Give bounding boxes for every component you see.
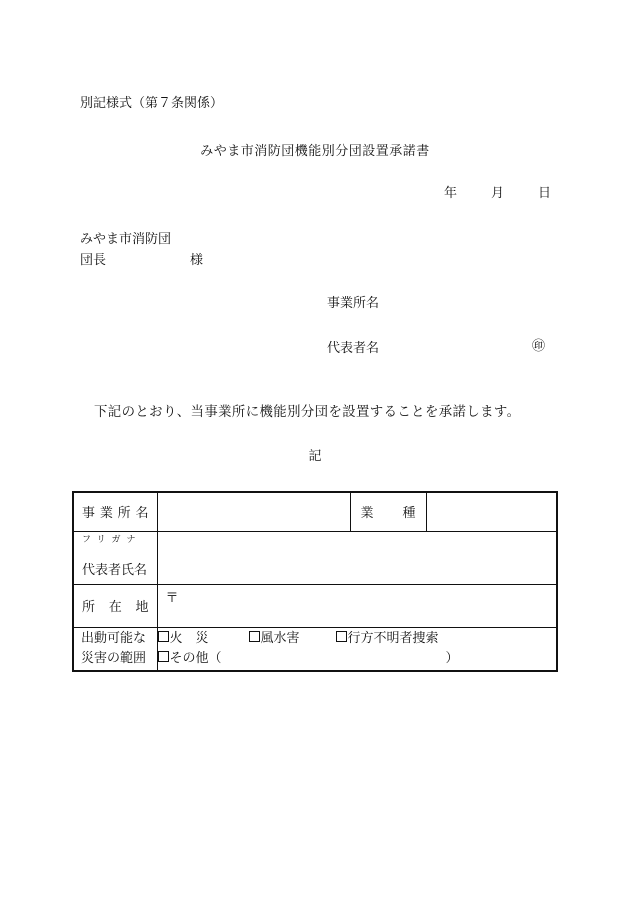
addressee-chief <box>80 254 203 267</box>
wind-flood-checkbox[interactable] <box>249 631 260 642</box>
disaster-label-line2: 災害の範囲 <box>81 650 147 666</box>
applicant-representative-label: 代表者名 <box>327 341 380 356</box>
table-row-office <box>73 492 557 531</box>
postal-mark: 〒 <box>165 591 179 606</box>
furigana-label: フリガナ <box>82 534 142 545</box>
representative-name-field[interactable] <box>157 531 557 584</box>
consent-form-table <box>72 491 558 672</box>
disaster-options-cell <box>157 627 557 671</box>
office-name-label-cell <box>73 492 157 531</box>
date-line <box>444 187 551 200</box>
option-other[interactable] <box>158 649 222 669</box>
address-label: 所在地 <box>82 600 149 615</box>
consent-statement: 下記のとおり、当事業所に機能別分団を設置することを承諾します。 <box>94 405 521 420</box>
address-field[interactable] <box>157 584 557 627</box>
industry-field[interactable] <box>426 492 557 531</box>
document-title: みやま市消防団機能別分団設置承諾書 <box>200 144 430 159</box>
missing-search-checkbox[interactable] <box>336 631 347 642</box>
option-fire[interactable] <box>158 629 249 649</box>
ki-heading: 記 <box>308 449 322 464</box>
addressee-organization: みやま市消防団 <box>80 232 172 247</box>
other-close-paren: ） <box>445 650 459 666</box>
option-missing-search-label: 行方不明者捜索 <box>347 630 439 646</box>
representative-label-cell <box>73 531 157 584</box>
other-checkbox[interactable] <box>158 651 169 662</box>
industry-label: 業 種 <box>360 506 416 522</box>
disaster-label-line1: 出動可能な <box>81 630 147 646</box>
representative-name-label: 代表者氏名 <box>82 562 148 578</box>
date-month-label: 月 <box>491 186 505 201</box>
table-row-address <box>73 584 557 627</box>
option-fire-label: 火 災 <box>169 630 209 646</box>
seal-mark: ㊞ <box>532 339 546 354</box>
table-row-representative <box>73 531 557 584</box>
addressee-chief-title: 団長 <box>80 253 107 268</box>
option-other-label: その他（ <box>169 650 222 666</box>
address-label-cell <box>73 584 157 627</box>
date-year-label: 年 <box>444 186 458 201</box>
applicant-office-label: 事業所名 <box>327 296 380 311</box>
fire-checkbox[interactable] <box>158 631 169 642</box>
option-missing-search[interactable] <box>336 629 439 649</box>
date-day-label: 日 <box>538 186 552 201</box>
industry-label-cell <box>350 492 426 531</box>
option-wind-flood[interactable] <box>249 629 336 649</box>
office-name-field[interactable] <box>157 492 350 531</box>
disaster-label-cell <box>73 627 157 671</box>
option-wind-flood-label: 風水害 <box>260 630 300 646</box>
addressee-honorific: 様 <box>190 253 204 268</box>
form-label: 別記様式（第７条関係） <box>80 96 224 111</box>
office-name-label: 事業所名 <box>82 506 149 522</box>
table-row-disaster-scope <box>73 627 557 671</box>
